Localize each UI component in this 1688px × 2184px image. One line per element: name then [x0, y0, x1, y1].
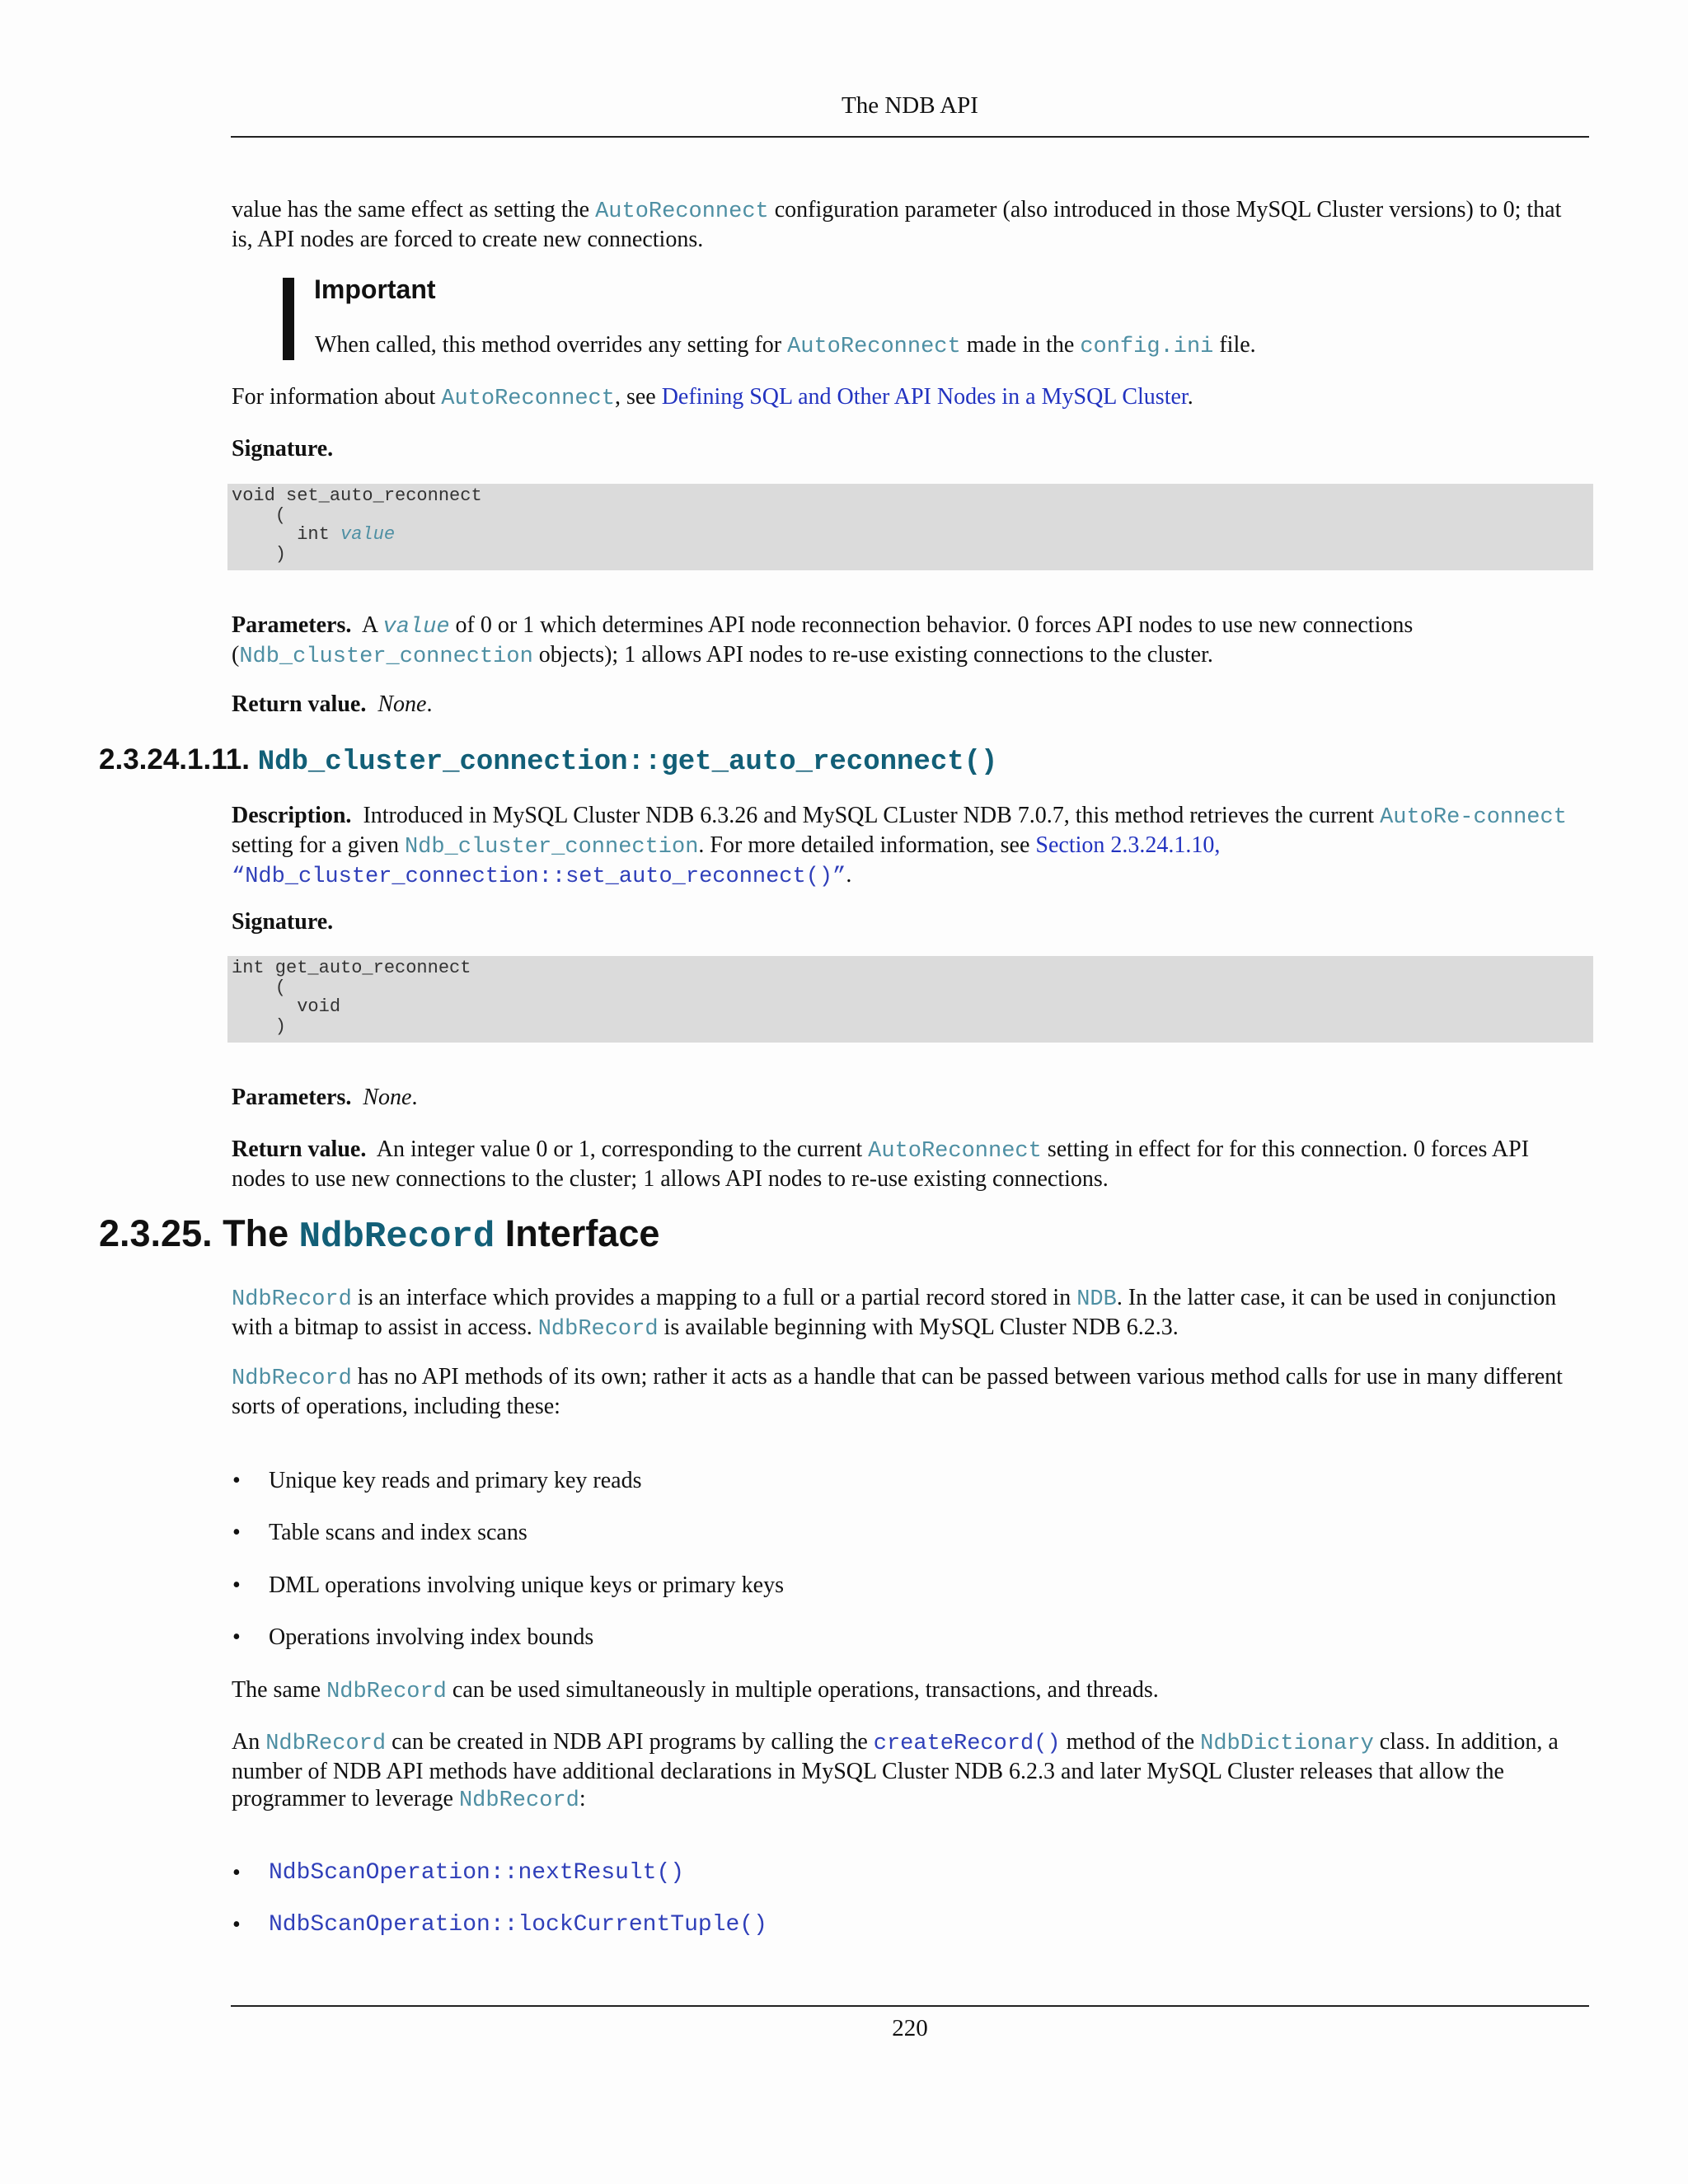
code-line: ( — [232, 977, 287, 998]
code-line: ) — [232, 543, 287, 565]
intro-text: value has the same effect as setting the — [232, 197, 596, 223]
code-line: int get_auto_reconnect — [232, 958, 471, 978]
section-title-text: The — [223, 1212, 299, 1254]
p4-text: can be created in NDB API programs by calling the — [386, 1729, 874, 1755]
list-item: Table scans and index scans — [269, 1520, 528, 1545]
ndbrecord-code: NdbRecord — [232, 1287, 352, 1312]
page-header: The NDB API — [842, 92, 978, 119]
code-param: value — [340, 524, 396, 545]
ndbdictionary-code: NdbDictionary — [1200, 1732, 1374, 1756]
autoreconnect-code: AutoRe-connect — [1380, 805, 1567, 830]
section-heading-get-auto-reconnect — [99, 743, 997, 778]
list-item: Operations involving index bounds — [269, 1624, 594, 1650]
return-none: None — [377, 691, 427, 717]
get-return-value — [232, 1136, 1583, 1193]
return-label: Return value. — [232, 691, 367, 717]
info-paragraph — [232, 383, 1583, 413]
bullet-marker: • — [232, 1572, 241, 1598]
desc-text: setting for a given — [232, 832, 405, 858]
section-title-code: Ndb_cluster_connection::get_auto_reconnect() — [257, 747, 998, 778]
set-return-value — [232, 691, 1583, 718]
list-item: Unique key reads and primary key reads — [269, 1468, 642, 1493]
ndb-cluster-connection-code: Ndb_cluster_connection — [404, 835, 699, 860]
ndbrecord-code: NdbRecord — [232, 1366, 352, 1391]
create-record-link[interactable]: createRecord() — [873, 1732, 1061, 1756]
params-text: A — [361, 612, 383, 638]
section-number: 2.3.25. — [99, 1212, 213, 1254]
bullet-marker: • — [232, 1520, 241, 1545]
return-text: setting in effect for for this connection. 0 forces API nodes to use new connections to the cluster; 1 allows API nodes to re-use existing connections. — [232, 1137, 1530, 1192]
parameters-label: Parameters. — [232, 612, 352, 638]
defining-sql-nodes-link[interactable]: Defining SQL and Other API Nodes in a MySQL Cluster — [661, 384, 1188, 410]
signature-label: Signature. — [232, 436, 334, 462]
footer-rule — [231, 2005, 1589, 2007]
section-number: 2.3.24.1.11. — [99, 743, 250, 776]
p3-text: The same — [232, 1677, 327, 1703]
return-text: An integer value 0 or 1, corresponding to the current — [376, 1137, 869, 1162]
info-text: For information about — [232, 384, 442, 410]
set-auto-reconnect-link[interactable]: “Ndb_cluster_connection::set_auto_reconnect()” — [232, 865, 846, 889]
code-line: ) — [232, 1015, 287, 1037]
params-text: objects); 1 allows API nodes to re-use existing connections to the cluster. — [532, 642, 1213, 668]
ndb-cluster-connection-code: Ndb_cluster_connection — [239, 644, 533, 669]
desc-text: . For more detailed information, see — [698, 832, 1036, 858]
autoreconnect-code: AutoReconnect — [868, 1139, 1042, 1164]
important-text-part: file. — [1213, 332, 1256, 358]
ndbrecord-code: NdbRecord — [326, 1680, 447, 1704]
description-label: Description. — [232, 803, 352, 828]
next-result-link[interactable]: NdbScanOperation::nextResult() — [269, 1860, 685, 1886]
section-title-code: NdbRecord — [298, 1216, 495, 1258]
parameters-label: Parameters. — [232, 1085, 352, 1110]
important-text — [315, 331, 1584, 361]
return-dot: . — [426, 691, 433, 717]
p1-text: . In the latter case, it can be used in conjunction with a bitmap to assist in access. — [232, 1285, 1557, 1340]
ndbrecord-paragraph-2 — [232, 1363, 1583, 1420]
intro-paragraph — [232, 196, 1583, 253]
signature-label: Signature. — [232, 909, 334, 935]
params-none: None — [363, 1085, 412, 1110]
header-rule — [231, 136, 1589, 138]
bullet-marker: • — [232, 1912, 241, 1938]
code-line: void — [232, 996, 341, 1017]
set-signature-code — [227, 484, 1593, 570]
desc-text: Introduced in MySQL Cluster NDB 6.3.26 and MySQL CLuster NDB 7.0.7, this method retrieves the current — [363, 803, 1381, 828]
intro-text: configuration parameter (also introduced in those MySQL Cluster versions) to 0; that is, API nodes are forced to create new connections. — [232, 197, 1562, 252]
important-title: Important — [314, 274, 436, 304]
params-text: of 0 or 1 which determines API node reconnection behavior. 0 forces API nodes to use new connections ( — [232, 612, 1414, 668]
ndbrecord-paragraph-1 — [232, 1284, 1583, 1343]
p4-text: An — [232, 1729, 266, 1755]
info-text: . — [1187, 384, 1193, 410]
get-parameters — [232, 1084, 1583, 1111]
get-description — [232, 802, 1583, 891]
info-text: , see — [614, 384, 662, 410]
value-code: value — [382, 615, 450, 640]
ndbrecord-code: NdbRecord — [537, 1317, 659, 1342]
p4-text: : — [579, 1786, 586, 1811]
ndbrecord-code: NdbRecord — [458, 1788, 579, 1813]
set-parameters — [232, 612, 1583, 671]
code-line: int — [232, 524, 341, 545]
important-text-part: made in the — [960, 332, 1081, 358]
p4-text: method of the — [1060, 1729, 1201, 1755]
p3-text: can be used simultaneously in multiple operations, transactions, and threads. — [446, 1677, 1159, 1703]
autoreconnect-code: AutoReconnect — [787, 335, 961, 359]
section-title-text: Interface — [495, 1212, 660, 1254]
bullet-marker: • — [232, 1468, 241, 1493]
get-signature-code — [227, 956, 1593, 1043]
bullet-marker: • — [232, 1860, 241, 1886]
bullet-marker: • — [232, 1624, 241, 1650]
p2-text: has no API methods of its own; rather it acts as a handle that can be passed between various method calls for use in many different sorts of operations, including these: — [232, 1364, 1563, 1419]
list-item: DML operations involving unique keys or primary keys — [269, 1572, 784, 1598]
code-line: ( — [232, 504, 287, 526]
important-bar — [283, 278, 294, 360]
autoreconnect-code: AutoReconnect — [441, 387, 615, 411]
page-number: 220 — [892, 2015, 928, 2041]
autoreconnect-code: AutoReconnect — [595, 199, 769, 224]
p1-text: is available beginning with MySQL Cluster NDB 6.2.3. — [658, 1315, 1179, 1340]
lock-current-tuple-link[interactable]: NdbScanOperation::lockCurrentTuple() — [269, 1912, 767, 1938]
ndb-code: NDB — [1076, 1287, 1117, 1312]
ndbrecord-paragraph-4 — [232, 1728, 1583, 1815]
return-label: Return value. — [232, 1137, 367, 1162]
section-link[interactable]: Section 2.3.24.1.10, — [1035, 832, 1221, 858]
section-heading-ndbrecord — [99, 1212, 659, 1258]
config-ini-code: config.ini — [1080, 335, 1214, 359]
params-dot: . — [411, 1085, 418, 1110]
desc-text: . — [846, 862, 852, 888]
important-text-part: When called, this method overrides any setting for — [315, 332, 788, 358]
code-line: void set_auto_reconnect — [232, 485, 482, 506]
ndbrecord-paragraph-3 — [232, 1676, 1583, 1706]
p4-text: class. In addition, a number of NDB API methods have additional declarations in MySQL Cluster NDB 6.2.3 and later MySQL Cluster releases that allow the programmer to leverage — [232, 1729, 1559, 1811]
p1-text: is an interface which provides a mapping to a full or a partial record stored in — [351, 1285, 1077, 1310]
ndbrecord-code: NdbRecord — [265, 1732, 387, 1756]
